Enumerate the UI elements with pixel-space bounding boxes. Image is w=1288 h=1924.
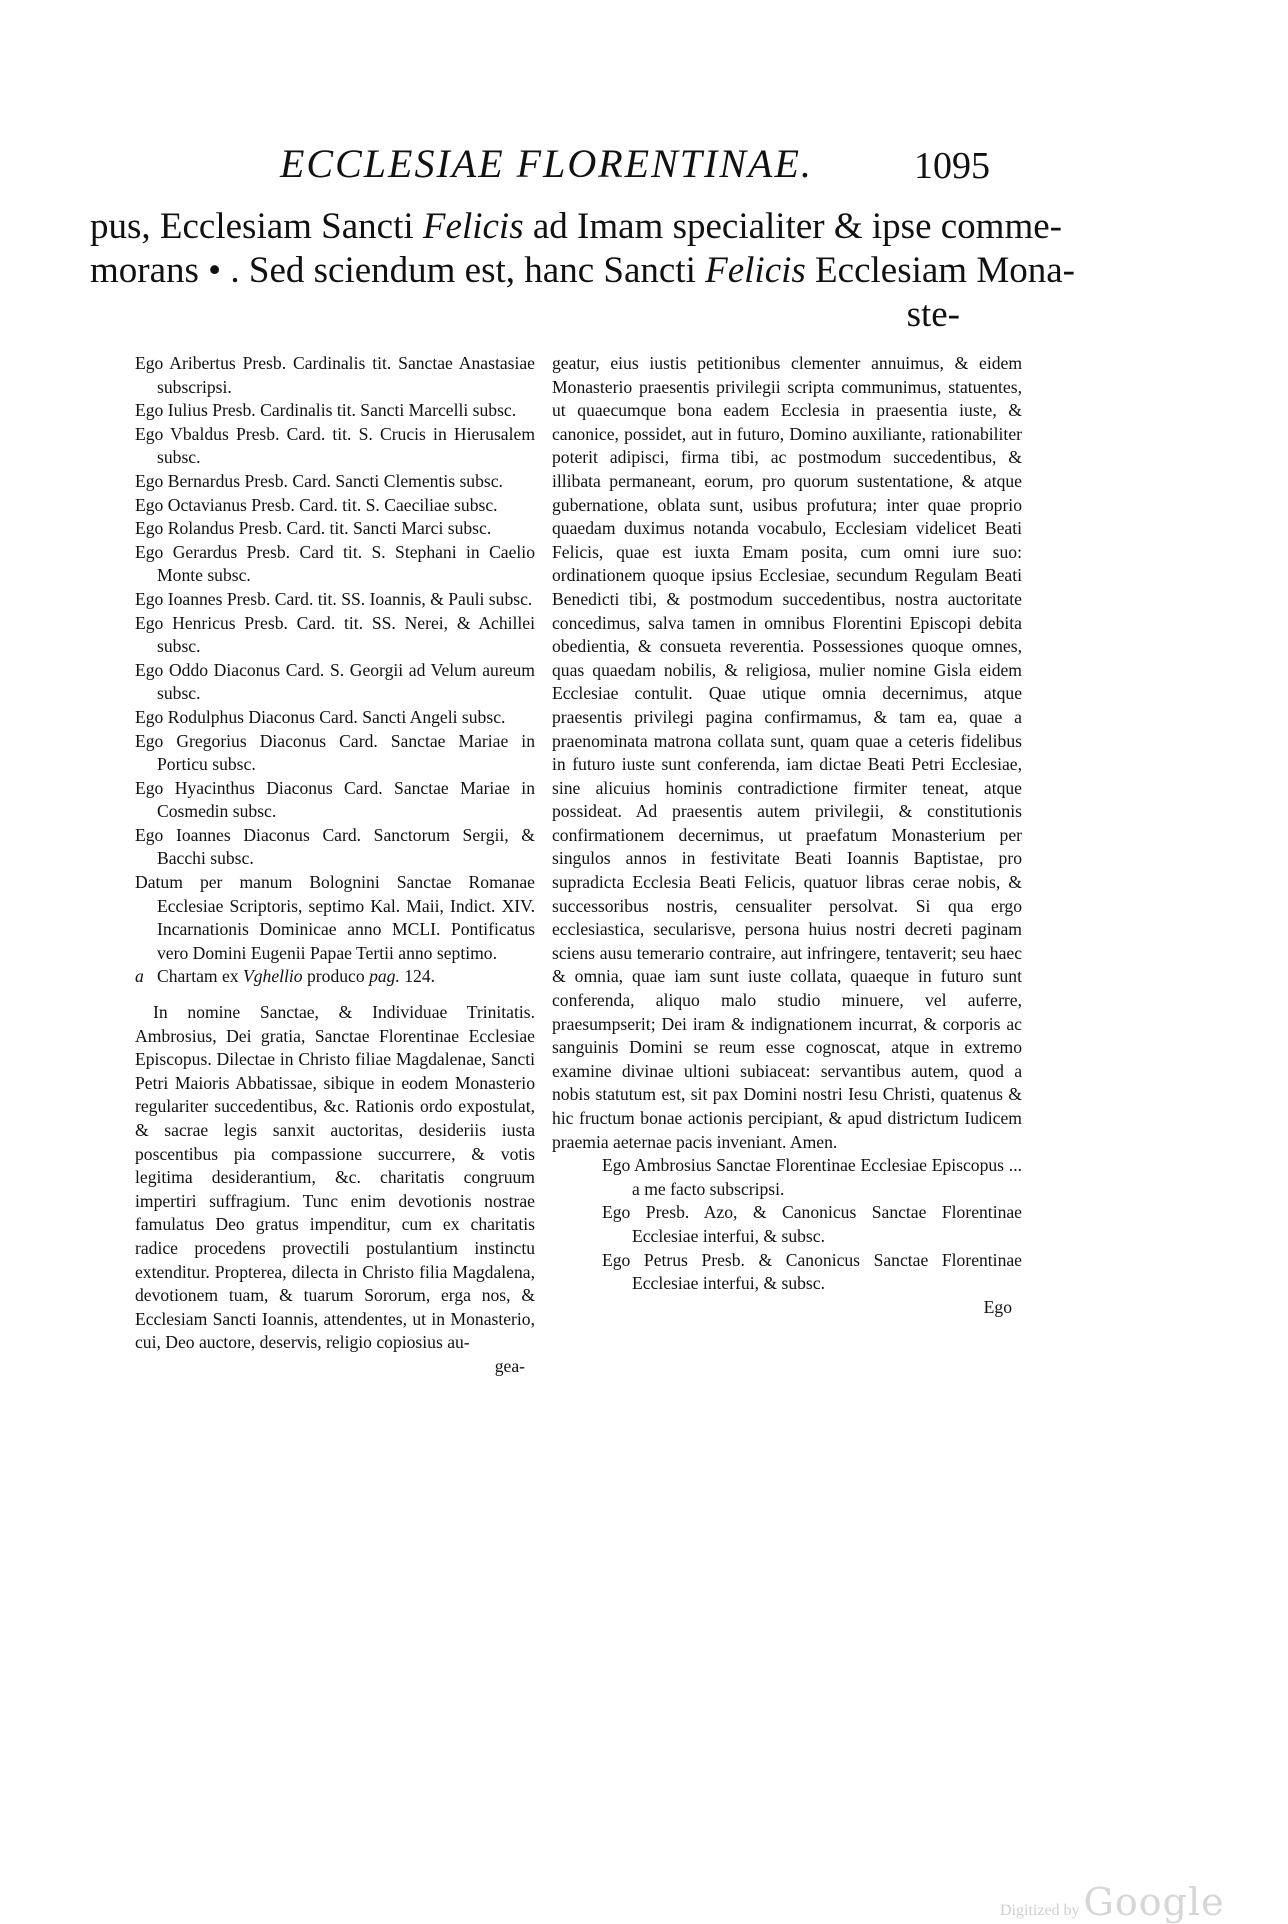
right-signatures — [552, 1154, 1022, 1296]
lead-catchword: ste- — [906, 294, 960, 335]
lead-line-1: pus, Ecclesiam Sancti Felicis ad Imam specialiter & ipse comme- — [90, 206, 1062, 247]
left-catchword: gea- — [494, 1355, 525, 1376]
lead-paragraph — [90, 205, 1075, 337]
signature-line: Ego Gerardus Presb. Card tit. S. Stephani in Caelio Monte subsc. — [135, 541, 535, 586]
footnote: a Chartam ex Vghellio produco pag. 124. — [135, 965, 535, 989]
signature-line: Ego Oddo Diaconus Card. S. Georgii ad Velum aureum subsc. — [135, 659, 535, 704]
right-catchword: Ego — [983, 1296, 1012, 1317]
charter-continuation: geatur, eius iustis petitionibus clementer annuimus, & eidem Monasterio praesentis privilegii scripta communimus, statuentes, ut quaecumque bona eadem Ecclesia in praesentia iuste, & canonice, possidet, aut in futuro, Domino auxiliante, rationabiliter poterit adipisci, firma tibi, ac postmodum succedentibus, & illibata permaneant, eorum, pro quorum sustentatione, & atque gubernatione, oblata sunt, usibus profutura; inter quae proprio quaedam duximus notanda vocabulo, Ecclesiam videlicet Beati Felicis, quae est iuxta Emam posita, cum omni iure suo: ordinationem quoque ipsius Ecclesiae, secundum Regulam Beati Benedicti tibi, & postmodum succedentibus, nostra auctoritate concedimus, salva tamen in omnibus Florentini Episcopi debita obedientia, & consueta reverentia. Possessiones quoque omnes, quas quaedam nobilis, & religiosa, mulier nomine Gisla eidem Ecclesiae contulit. Quae utique omnia decernimus, atque praesentis privilegi pagina confirmamus, & tam ea, quae a praenominata matrona collata sunt, quam quae a ceteris fidelibus in futuro iuste sunt conferenda, iam dictae Beati Petri Ecclesiae, sine alicuius hominis contradictione firmiter teneat, atque possideat. Ad praesentis autem privilegii, & constitutionis confirmationem decernimus, ut praefatum Monasterium per singulos annos in festivitate Beati Ioannis Baptistae, pro supradicta Ecclesia Beati Felicis, quatuor libras cerae nobis, & successoribus nostris, censualiter persolvat. Si qua ergo ecclesiastica, secularisve, persona huius nostri decreti paginam sciens ausu temerario contraire, aut infringere, tentaverit; seu haec & omnia, quae iam sunt iuste collata, quaeque in futuro sunt conferenda, aliquo malo studio minuere, vel auferre, praesumpserit; Dei iram & indignationem incurrat, & corporis ac sanguinis Domini se reum esse cognoscat, atque in extremo examine divinae ultioni subiaceat: servantibus autem, quod a nobis statutum est, sit pax Domini nostri Iesu Christi, quatenus & hic fructum bonae actionis percipiant, & apud districtum Iudicem praemia aeternae pacis inveniant. Amen. — [552, 353, 1022, 1152]
lead-line-2: morans • . Sed sciendum est, hanc Sancti Felicis Ecclesiam Mona- — [90, 250, 1075, 291]
charter-paragraph: In nomine Sanctae, & Individuae Trinitatis. Ambrosius, Dei gratia, Sanctae Florentinae Ecclesiae Episcopus. Dilectae in Christo filiae Magdalenae, Sancti Petri Maioris Abbatissae, sibique in eodem Monasterio regulariter succedentibus, &c. Rationis ordo expostulat, & sacrae legis sanxit auctoritas, desideriis iusta poscentibus pia compassione succurrere, & votis legitima desiderantium, &c. charitatis congruum impertiri suffragium. Tunc enim devotionis nostrae famulatus Deo gratus impenditur, cum ex charitatis radice procedens provectili postulantium instinctu extenditur. Propterea, dilecta in Christo filia Magdalena, devotionem tuam, & tuarum Sororum, erga nos, & Ecclesiam Sancti Ioannis, attendentes, ut in Monasterio, cui, Deo auctore, deservis, religio copiosius au- — [135, 1002, 535, 1353]
signature-line: Ego Vbaldus Presb. Card. tit. S. Crucis in Hierusalem subsc. — [135, 423, 535, 468]
google-logo: Google — [1083, 1880, 1225, 1924]
signature-line: Ego Hyacinthus Diaconus Card. Sanctae Mariae in Cosmedin subsc. — [135, 777, 535, 822]
datum-paragraph: Datum per manum Bolognini Sanctae Romanae Ecclesiae Scriptoris, septimo Kal. Maii, Indict. XIV. Incarnationis Dominicae anno MCLI. Pontificatus vero Domini Eugenii Papae Tertii anno septimo. — [135, 872, 535, 963]
footnote-mark: a — [135, 966, 144, 987]
signature-line: Ego Petrus Presb. & Canonicus Sanctae Florentinae Ecclesiae interfui, & subsc. — [602, 1249, 1022, 1294]
signature-line: Ego Henricus Presb. Card. tit. SS. Nerei, & Achillei subsc. — [135, 612, 535, 657]
digitization-watermark: Digitized by Google — [1000, 1880, 1225, 1924]
signature-line: Ego Iulius Presb. Cardinalis tit. Sancti Marcelli subsc. — [135, 400, 517, 421]
signature-line: Ego Octavianus Presb. Card. tit. S. Caeciliae subsc. — [135, 494, 498, 515]
signature-line: Ego Ioannes Presb. Card. tit. SS. Ioannis, & Pauli subsc. — [135, 588, 533, 609]
signature-line: Ego Rodulphus Diaconus Card. Sancti Angeli subsc. — [135, 706, 506, 727]
signature-line: Ego Aribertus Presb. Cardinalis tit. Sanctae Anastasiae subscripsi. — [135, 353, 535, 397]
signature-line: Ego Ioannes Diaconus Card. Sanctorum Sergii, & Bacchi subsc. — [135, 824, 535, 869]
signature-line: Ego Bernardus Presb. Card. Sancti Clementis subsc. — [135, 470, 503, 491]
signature-line: Ego Rolandus Presb. Card. tit. Sancti Marci subsc. — [135, 518, 492, 539]
signature-line: Ego Gregorius Diaconus Card. Sanctae Mariae in Porticu subsc. — [135, 730, 535, 775]
page-number: 1095 — [914, 145, 990, 187]
signature-line: Ego Presb. Azo, & Canonicus Sanctae Florentinae Ecclesiae interfui, & subsc. — [602, 1202, 1022, 1246]
running-title: ECCLESIAE FLORENTINAE. — [280, 141, 813, 186]
left-column — [135, 352, 535, 1379]
running-head — [270, 140, 990, 192]
right-column — [552, 352, 1022, 1319]
signature-line: Ego Ambrosius Sanctae Florentinae Ecclesiae Episcopus ... a me facto subscripsi. — [602, 1155, 1022, 1199]
